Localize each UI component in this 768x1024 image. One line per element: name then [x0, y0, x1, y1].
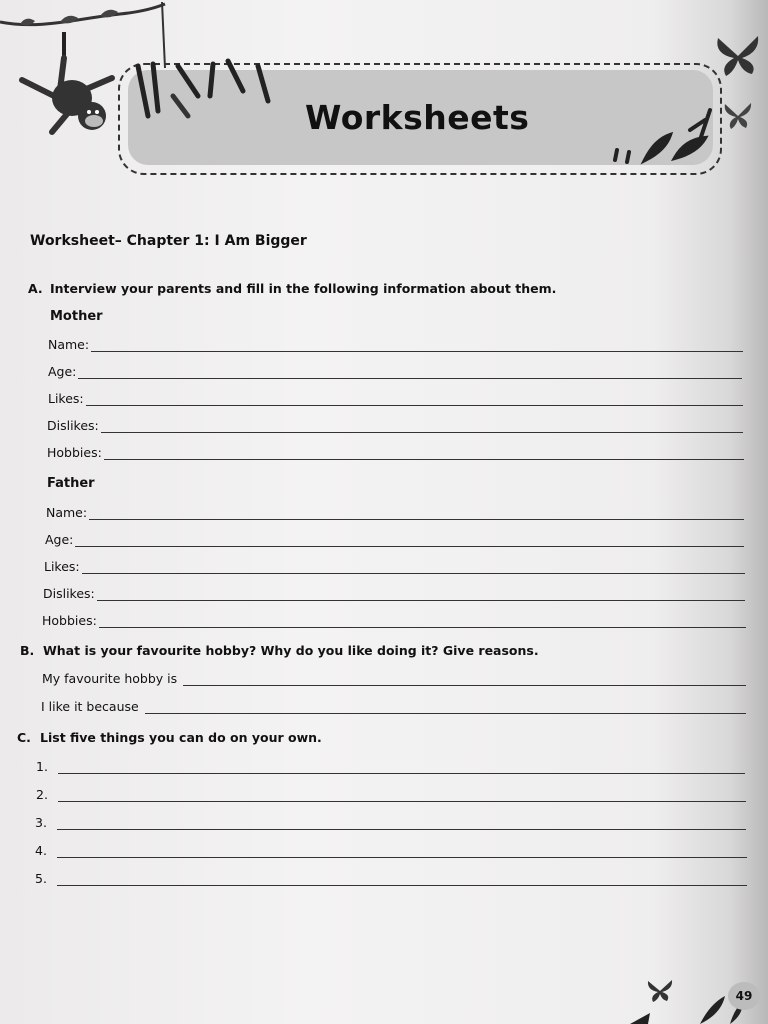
answer-line[interactable]: [58, 789, 746, 802]
answer-line[interactable]: [82, 561, 745, 574]
father-hobbies-field[interactable]: [42, 610, 746, 628]
question-c-text: List five things you can do on your own.: [40, 730, 322, 745]
answer-line[interactable]: [91, 339, 743, 352]
mother-heading: Mother: [50, 309, 103, 324]
mother-likes-field[interactable]: [48, 388, 743, 406]
answer-line[interactable]: [89, 507, 744, 520]
father-name-field[interactable]: [46, 502, 744, 520]
answer-line[interactable]: [145, 701, 746, 714]
father-likes-field[interactable]: [44, 556, 745, 574]
list-item-5[interactable]: [35, 868, 747, 886]
question-c-marker: C.: [17, 730, 31, 745]
answer-line[interactable]: [99, 615, 746, 628]
question-a-marker: A.: [28, 281, 43, 296]
answer-line[interactable]: [57, 817, 746, 830]
answer-line[interactable]: [183, 673, 746, 686]
field-label: Dislikes:: [43, 586, 95, 601]
field-label: I like it because: [41, 699, 139, 714]
list-item-number: 3.: [35, 815, 47, 830]
favourite-hobby-field[interactable]: [42, 668, 746, 686]
field-label: Age:: [48, 364, 77, 379]
answer-line[interactable]: [57, 845, 747, 858]
worksheet-title: Worksheet– Chapter 1: I Am Bigger: [30, 233, 307, 249]
list-item-number: 1.: [36, 759, 48, 774]
list-item-number: 4.: [35, 843, 47, 858]
answer-line[interactable]: [104, 447, 744, 460]
leaf-icon: [605, 100, 720, 170]
list-item-number: 2.: [36, 787, 48, 802]
leaf-icon: [118, 56, 288, 146]
list-item-3[interactable]: [35, 812, 746, 830]
father-age-field[interactable]: [45, 529, 744, 547]
field-label: Hobbies:: [47, 445, 102, 460]
field-label: Likes:: [48, 391, 84, 406]
field-label: Hobbies:: [42, 613, 97, 628]
mother-hobbies-field[interactable]: [47, 442, 744, 460]
field-label: Likes:: [44, 559, 80, 574]
mother-name-field[interactable]: [48, 334, 743, 352]
list-item-1[interactable]: [36, 756, 745, 774]
field-label: My favourite hobby is: [42, 671, 178, 686]
answer-line[interactable]: [101, 420, 743, 433]
answer-line[interactable]: [78, 366, 742, 379]
question-b-marker: B.: [20, 643, 35, 658]
field-label: Age:: [45, 532, 74, 547]
field-label: Name:: [48, 337, 90, 352]
monkey-icon: [12, 28, 122, 140]
father-heading: Father: [47, 476, 95, 491]
answer-line[interactable]: [57, 873, 747, 886]
list-item-number: 5.: [35, 871, 47, 886]
field-label: Dislikes:: [47, 418, 99, 433]
question-a-text: Interview your parents and fill in the following information about them.: [50, 281, 557, 296]
question-b-text: What is your favourite hobby? Why do you like doing it? Give reasons.: [43, 643, 539, 658]
father-dislikes-field[interactable]: [43, 583, 745, 601]
butterfly-icon: [712, 32, 764, 80]
answer-line[interactable]: [97, 588, 745, 601]
field-label: Name:: [46, 505, 88, 520]
list-item-2[interactable]: [36, 784, 746, 802]
page-number: 49: [728, 982, 760, 1010]
answer-line[interactable]: [86, 393, 743, 406]
mother-dislikes-field[interactable]: [47, 415, 743, 433]
butterfly-icon: [722, 100, 754, 132]
hobby-reason-field[interactable]: [41, 696, 746, 714]
answer-line[interactable]: [58, 761, 745, 774]
page-title: Worksheets: [305, 98, 530, 137]
mother-age-field[interactable]: [48, 361, 742, 379]
answer-line[interactable]: [75, 534, 744, 547]
list-item-4[interactable]: [35, 840, 747, 858]
